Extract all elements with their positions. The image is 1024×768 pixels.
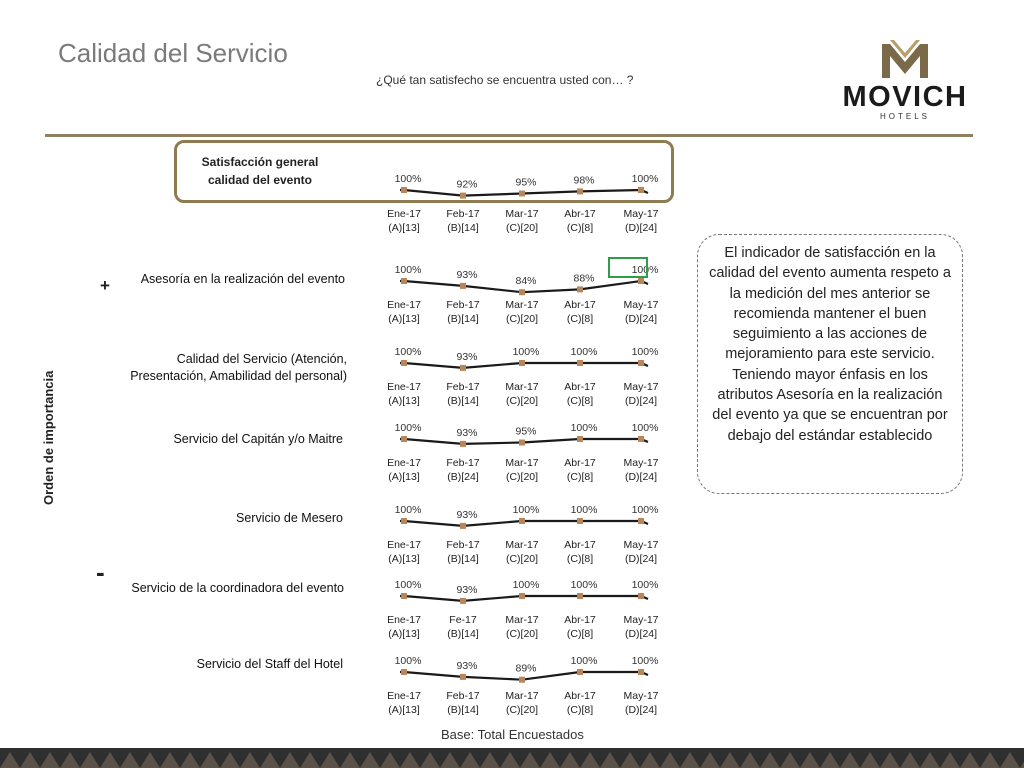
sample-label: (C)[20] [505, 704, 539, 716]
sample-label: (C)[8] [566, 313, 594, 325]
data-point [638, 669, 644, 675]
survey-question: ¿Qué tan satisfecho se encuentra usted con… ? [376, 73, 634, 87]
period-label: May-17 [623, 690, 659, 702]
movich-hotels-logo [814, 38, 994, 124]
data-point [638, 278, 644, 284]
row-label-line: Calidad del Servicio (Atención, [176, 352, 347, 366]
period-label: Feb-17 [446, 690, 480, 702]
sample-label: (D)[24] [624, 313, 658, 325]
data-label: 100% [631, 173, 659, 185]
data-point [577, 593, 583, 599]
data-point [638, 518, 644, 524]
trend-chart [387, 258, 659, 325]
data-point [577, 518, 583, 524]
data-label: 100% [394, 422, 422, 434]
data-point [401, 278, 407, 284]
data-label: 100% [631, 655, 659, 667]
period-label: Mar-17 [505, 299, 539, 311]
data-point [519, 289, 525, 295]
data-label: 93% [456, 350, 478, 363]
period-label: Ene-17 [387, 690, 421, 702]
period-label: Feb-17 [446, 539, 480, 551]
page-title: Calidad del Servicio [58, 38, 288, 68]
data-label: 100% [631, 579, 659, 591]
period-label: Feb-17 [446, 457, 480, 469]
data-label: 93% [456, 659, 478, 672]
period-label: Mar-17 [505, 381, 539, 393]
sample-label: (B)[14] [447, 628, 479, 640]
data-point [460, 674, 466, 680]
data-point [577, 360, 583, 366]
data-label: 100% [631, 346, 659, 358]
data-label: 95% [515, 425, 537, 438]
data-label: 100% [512, 579, 540, 591]
period-label: Mar-17 [505, 690, 539, 702]
period-label: Abr-17 [564, 539, 596, 551]
data-point [638, 187, 644, 193]
data-label: 95% [515, 176, 537, 189]
data-point [519, 360, 525, 366]
period-label: Ene-17 [387, 614, 421, 626]
data-point [519, 518, 525, 524]
sample-label: (B)[14] [447, 222, 479, 234]
data-label: 100% [394, 504, 422, 516]
period-label: Ene-17 [387, 457, 421, 469]
row-label-capitan: Servicio del Capitán y/o Maitre [173, 432, 343, 446]
trend-chart [387, 579, 659, 640]
decorative-bottom-band [0, 748, 1024, 768]
data-label: 93% [456, 268, 478, 281]
data-label: 100% [570, 346, 598, 358]
row-label-line: calidad del evento [207, 173, 313, 187]
data-label: 93% [456, 583, 478, 596]
period-label: Feb-17 [446, 208, 480, 220]
trend-chart [387, 422, 659, 483]
period-label: Fe-17 [449, 614, 477, 626]
data-point [460, 283, 466, 289]
sample-label: (C)[8] [566, 395, 594, 407]
data-label: 89% [515, 662, 537, 675]
sample-label: (A)[13] [388, 313, 420, 325]
sample-label: (C)[20] [505, 553, 539, 565]
most-important-mark: + [100, 276, 110, 295]
period-label: Mar-17 [505, 539, 539, 551]
period-label: May-17 [623, 381, 659, 393]
period-label: May-17 [623, 457, 659, 469]
data-label: 100% [394, 173, 422, 185]
period-label: Abr-17 [564, 457, 596, 469]
sample-label: (C)[8] [566, 471, 594, 483]
data-label: 100% [512, 504, 540, 516]
sample-label: (C)[8] [566, 553, 594, 565]
sample-label: (B)[14] [447, 553, 479, 565]
data-point [460, 598, 466, 604]
data-label: 100% [631, 422, 659, 434]
period-label: Abr-17 [564, 690, 596, 702]
data-label: 98% [573, 174, 595, 187]
period-label: Abr-17 [564, 381, 596, 393]
sample-label: (A)[13] [388, 471, 420, 483]
sample-label: (D)[24] [624, 395, 658, 407]
period-label: Feb-17 [446, 381, 480, 393]
sample-label: (C)[20] [505, 313, 539, 325]
data-label: 93% [456, 426, 478, 439]
data-point [401, 187, 407, 193]
data-point [401, 669, 407, 675]
sample-label: (B)[14] [447, 313, 479, 325]
data-label: 84% [515, 275, 537, 288]
period-label: May-17 [623, 614, 659, 626]
data-point [401, 518, 407, 524]
period-label: Ene-17 [387, 299, 421, 311]
sample-label: (C)[20] [505, 222, 539, 234]
trend-chart [387, 504, 659, 565]
data-point [401, 436, 407, 442]
sample-label: (A)[13] [388, 628, 420, 640]
row-label-coordinadora: Servicio de la coordinadora del evento [131, 581, 344, 595]
data-label: 100% [570, 655, 598, 667]
sample-label: (D)[24] [624, 628, 658, 640]
sample-label: (D)[24] [624, 222, 658, 234]
row-label-mesero: Servicio de Mesero [236, 511, 343, 525]
data-point [460, 365, 466, 371]
commentary-box: El indicador de satisfacción en la calidad del evento aumenta respeto a la medición del mes anterior se recomienda mantener el buen seguimiento a las acciones de mejoramiento para este servicio. Teniendo mayor énfasis en los atributos Asesoría en la realización del evento ya que se encuentran por debajo del estándar establecido [697, 234, 963, 494]
period-label: Ene-17 [387, 381, 421, 393]
data-point [519, 191, 525, 197]
importance-axis-title: Orden de importancia [41, 370, 56, 505]
data-label: 100% [631, 264, 659, 276]
sample-label: (D)[24] [624, 471, 658, 483]
period-label: Abr-17 [564, 614, 596, 626]
data-point [460, 441, 466, 447]
sample-label: (A)[13] [388, 222, 420, 234]
data-point [401, 593, 407, 599]
sample-label: (C)[8] [566, 704, 594, 716]
period-label: Abr-17 [564, 299, 596, 311]
data-label: 100% [631, 504, 659, 516]
data-point [577, 188, 583, 194]
period-label: Abr-17 [564, 208, 596, 220]
data-label: 93% [456, 508, 478, 521]
data-label: 100% [394, 655, 422, 667]
data-label: 100% [512, 346, 540, 358]
base-note: Base: Total Encuestados [441, 727, 584, 742]
data-point [577, 669, 583, 675]
data-label: 100% [570, 504, 598, 516]
data-label: 100% [570, 579, 598, 591]
data-label: 100% [394, 346, 422, 358]
trend-chart [387, 346, 659, 407]
sample-label: (A)[13] [388, 553, 420, 565]
data-point [638, 593, 644, 599]
period-label: Mar-17 [505, 614, 539, 626]
data-point [519, 440, 525, 446]
least-important-mark: - [96, 557, 105, 587]
data-label: 92% [456, 178, 478, 191]
period-label: Mar-17 [505, 208, 539, 220]
sample-label: (D)[24] [624, 704, 658, 716]
logo-brand-text: MOVICH [842, 81, 968, 113]
data-point [577, 286, 583, 292]
sample-label: (C)[20] [505, 471, 539, 483]
data-point [519, 593, 525, 599]
data-point [401, 360, 407, 366]
period-label: Ene-17 [387, 539, 421, 551]
data-point [638, 360, 644, 366]
sample-label: (B)[14] [447, 704, 479, 716]
data-point [460, 523, 466, 529]
sample-label: (B)[14] [447, 395, 479, 407]
logo-emblem-icon [882, 40, 928, 78]
sample-label: (B)[24] [447, 471, 479, 483]
period-label: May-17 [623, 208, 659, 220]
data-point [577, 436, 583, 442]
data-label: 100% [394, 264, 422, 276]
sample-label: (C)[20] [505, 628, 539, 640]
period-label: Ene-17 [387, 208, 421, 220]
data-point [519, 677, 525, 683]
row-label-line: Presentación, Amabilidad del personal) [130, 369, 347, 383]
trend-chart [387, 655, 659, 716]
row-label-staff: Servicio del Staff del Hotel [196, 657, 343, 671]
period-label: Feb-17 [446, 299, 480, 311]
period-label: Mar-17 [505, 457, 539, 469]
sample-label: (C)[8] [566, 628, 594, 640]
sample-label: (C)[8] [566, 222, 594, 234]
data-label: 100% [394, 579, 422, 591]
row-label-line: Satisfacción general [201, 155, 319, 169]
period-label: May-17 [623, 299, 659, 311]
row-label-asesoria: Asesoría en la realización del evento [140, 272, 345, 286]
data-point [638, 436, 644, 442]
sample-label: (D)[24] [624, 553, 658, 565]
sample-label: (C)[20] [505, 395, 539, 407]
data-point [460, 193, 466, 199]
trend-chart [387, 173, 659, 234]
data-label: 88% [573, 272, 595, 285]
data-label: 100% [570, 422, 598, 434]
logo-tagline-text: HOTELS [879, 112, 931, 121]
sample-label: (A)[13] [388, 395, 420, 407]
sample-label: (A)[13] [388, 704, 420, 716]
period-label: May-17 [623, 539, 659, 551]
